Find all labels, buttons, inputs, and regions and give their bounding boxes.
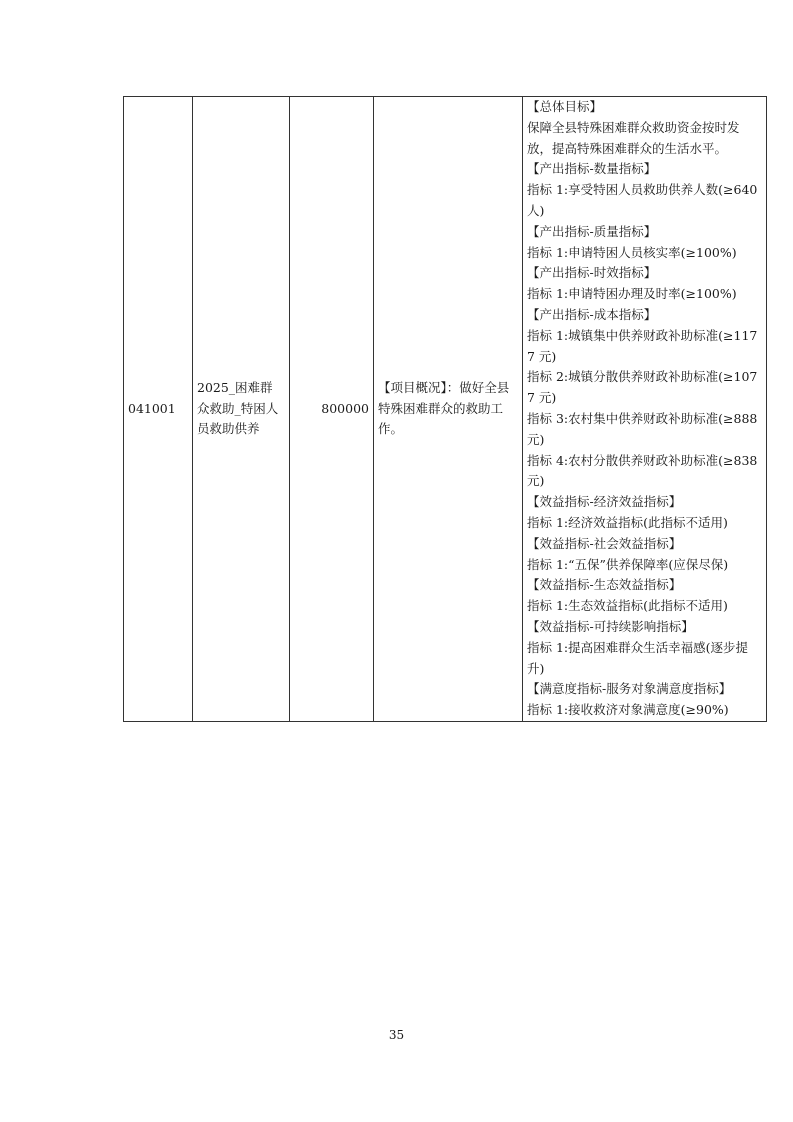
- target-line: 指标 1:“五保”供养保障率(应保尽保): [527, 556, 729, 572]
- target-line: 指标 4:农村分散供养财政补助标准(≥838 元): [527, 452, 762, 489]
- project-summary-cell: 【项目概况】：做好全县特殊困难群众的救助工作。: [374, 97, 523, 722]
- page-number: 35: [388, 1028, 405, 1042]
- target-line: 指标 1:经济效益指标(此指标不适用): [527, 514, 728, 530]
- target-line: 【总体目标】: [527, 99, 603, 114]
- target-line: 【效益指标-生态效益指标】: [527, 577, 682, 593]
- amount-cell: 800000: [290, 97, 374, 722]
- target-line: 【效益指标-社会效益指标】: [527, 535, 682, 551]
- target-line: 指标 1:接收救济对象满意度(≥90%): [527, 702, 729, 718]
- target-line: 【效益指标-可持续影响指标】: [527, 618, 694, 634]
- target-line: 指标 1:申请特困人员核实率(≥100%): [527, 244, 737, 260]
- target-line: 【产出指标-成本指标】: [527, 306, 657, 322]
- target-line: 【效益指标-经济效益指标】: [527, 494, 682, 510]
- target-line: 【产出指标-质量指标】: [527, 223, 657, 239]
- target-line: 保障全县特殊困难群众救助资金按时发放，提高特殊困难群众的生活水平。: [527, 119, 740, 156]
- target-line: 指标 1:生态效益指标(此指标不适用): [527, 598, 728, 614]
- performance-targets-cell: [523, 97, 767, 722]
- budget-table: [123, 96, 767, 722]
- project-name-cell: 2025_困难群众救助_特困人员救助供养: [193, 97, 290, 722]
- target-line: 【满意度指标-服务对象满意度指标】: [527, 681, 732, 697]
- target-line: 指标 1:提高困难群众生活幸福感(逐步提升): [527, 639, 749, 676]
- target-line: 指标 2:城镇分散供养财政补助标准(≥1077 元): [527, 369, 758, 406]
- target-line: 指标 1:申请特困办理及时率(≥100%): [527, 286, 737, 302]
- target-line: 指标 1:享受特困人员救助供养人数(≥640 人): [527, 182, 762, 218]
- target-line: 指标 3:农村集中供养财政补助标准(≥888 元): [527, 410, 762, 447]
- table-row: [124, 97, 767, 722]
- target-line: 指标 1:城镇集中供养财政补助标准(≥1177 元): [527, 327, 758, 364]
- target-line: 【产出指标-时效指标】: [527, 265, 657, 281]
- target-line: 【产出指标-数量指标】: [527, 161, 657, 177]
- project-code-cell: 041001: [124, 97, 193, 722]
